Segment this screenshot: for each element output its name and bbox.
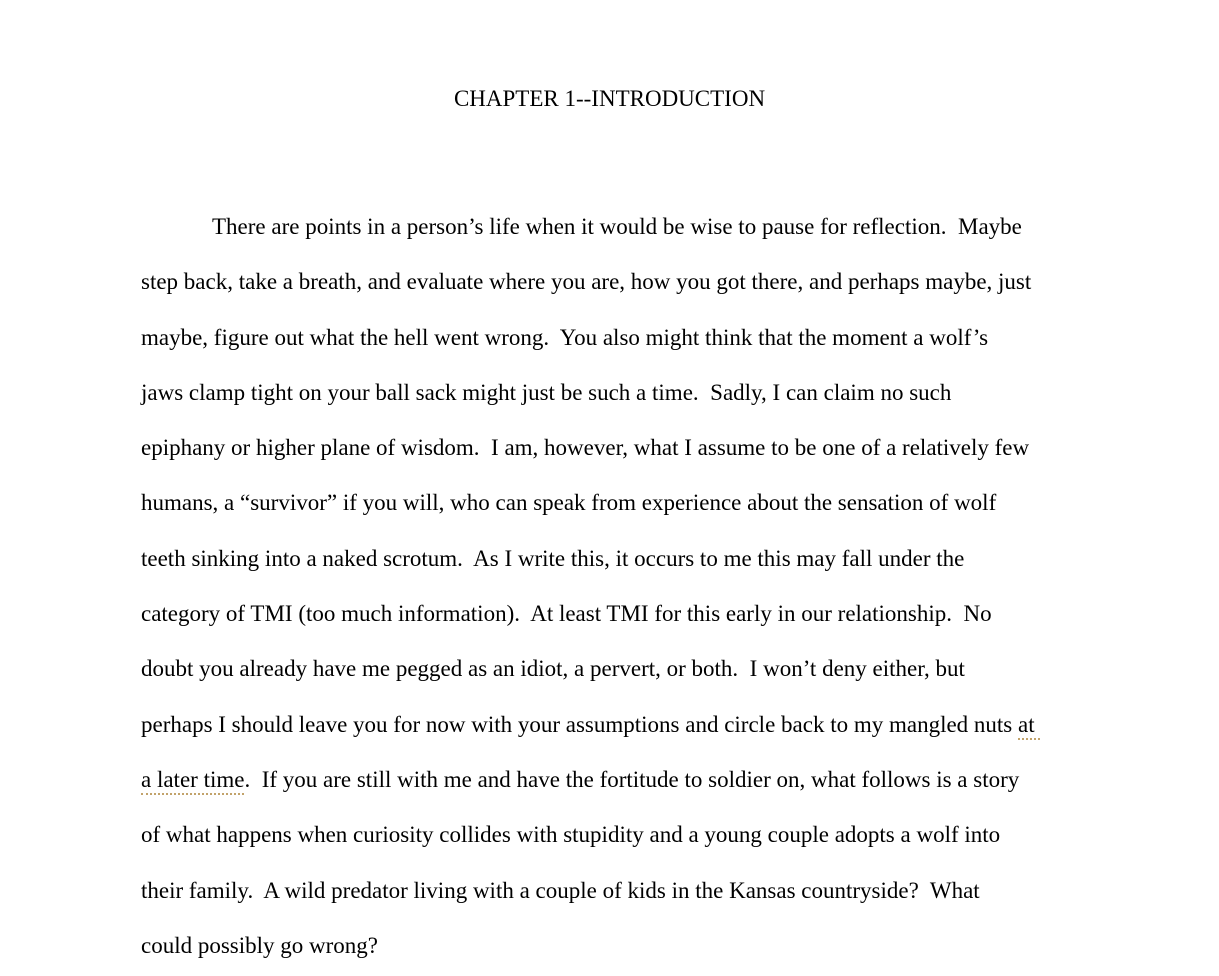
text-line [141, 641, 1086, 696]
text-line [141, 254, 1086, 309]
chapter-heading: CHAPTER 1--INTRODUCTION [453, 86, 766, 111]
text-line [141, 586, 1086, 641]
text-segment: teeth sinking into a naked scrotum. As I write this, it occurs to me this may fall under the [141, 545, 965, 571]
text-line [141, 420, 1086, 475]
text-segment: jaws clamp tight on your ball sack might just be such a time. Sadly, I can claim no such [141, 379, 952, 405]
body-text [141, 199, 1086, 973]
text-segment: There are points in a person’s life when it would be wise to pause for reflection. Maybe [212, 214, 1022, 239]
text-segment: perhaps I should leave you for now with your assumptions and circle back to my mangled nuts [141, 711, 1019, 737]
text-line [141, 918, 1086, 973]
text-segment: of what happens when curiosity collides with stupidity and a young couple adopts a wolf into [141, 822, 1001, 848]
editor-suggestion-text[interactable]: at [1018, 712, 1040, 740]
text-segment: could possibly go wrong? [141, 932, 379, 958]
text-line [141, 697, 1086, 752]
text-segment: humans, a “survivor” if you will, who can speak from experience about the sensation of wolf [141, 490, 997, 516]
text-line [141, 807, 1086, 862]
text-line [141, 365, 1086, 420]
text-segment: doubt you already have me pegged as an idiot, a pervert, or both. I won’t deny either, but [141, 656, 965, 682]
text-segment: their family. A wild predator living with a couple of kids in the Kansas countryside? What [141, 877, 980, 903]
editor-suggestion-text[interactable]: a later time [141, 767, 244, 795]
text-line [141, 752, 1086, 807]
text-line [141, 475, 1086, 530]
text-segment: maybe, figure out what the hell went wrong. You also might think that the moment a wolf’s [141, 324, 989, 350]
text-segment: epiphany or higher plane of wisdom. I am, however, what I assume to be one of a relatively few [141, 435, 1030, 461]
text-line [141, 863, 1086, 918]
text-segment: . If you are still with me and have the fortitude to soldier on, what follows is a story [244, 766, 1020, 792]
text-segment: category of TMI (too much information). At least TMI for this early in our relationship. No [141, 601, 992, 627]
text-line [141, 199, 1086, 254]
text-line [141, 531, 1086, 586]
text-line [141, 310, 1086, 365]
text-segment: step back, take a breath, and evaluate where you are, how you got there, and perhaps maybe, just [141, 269, 1032, 295]
